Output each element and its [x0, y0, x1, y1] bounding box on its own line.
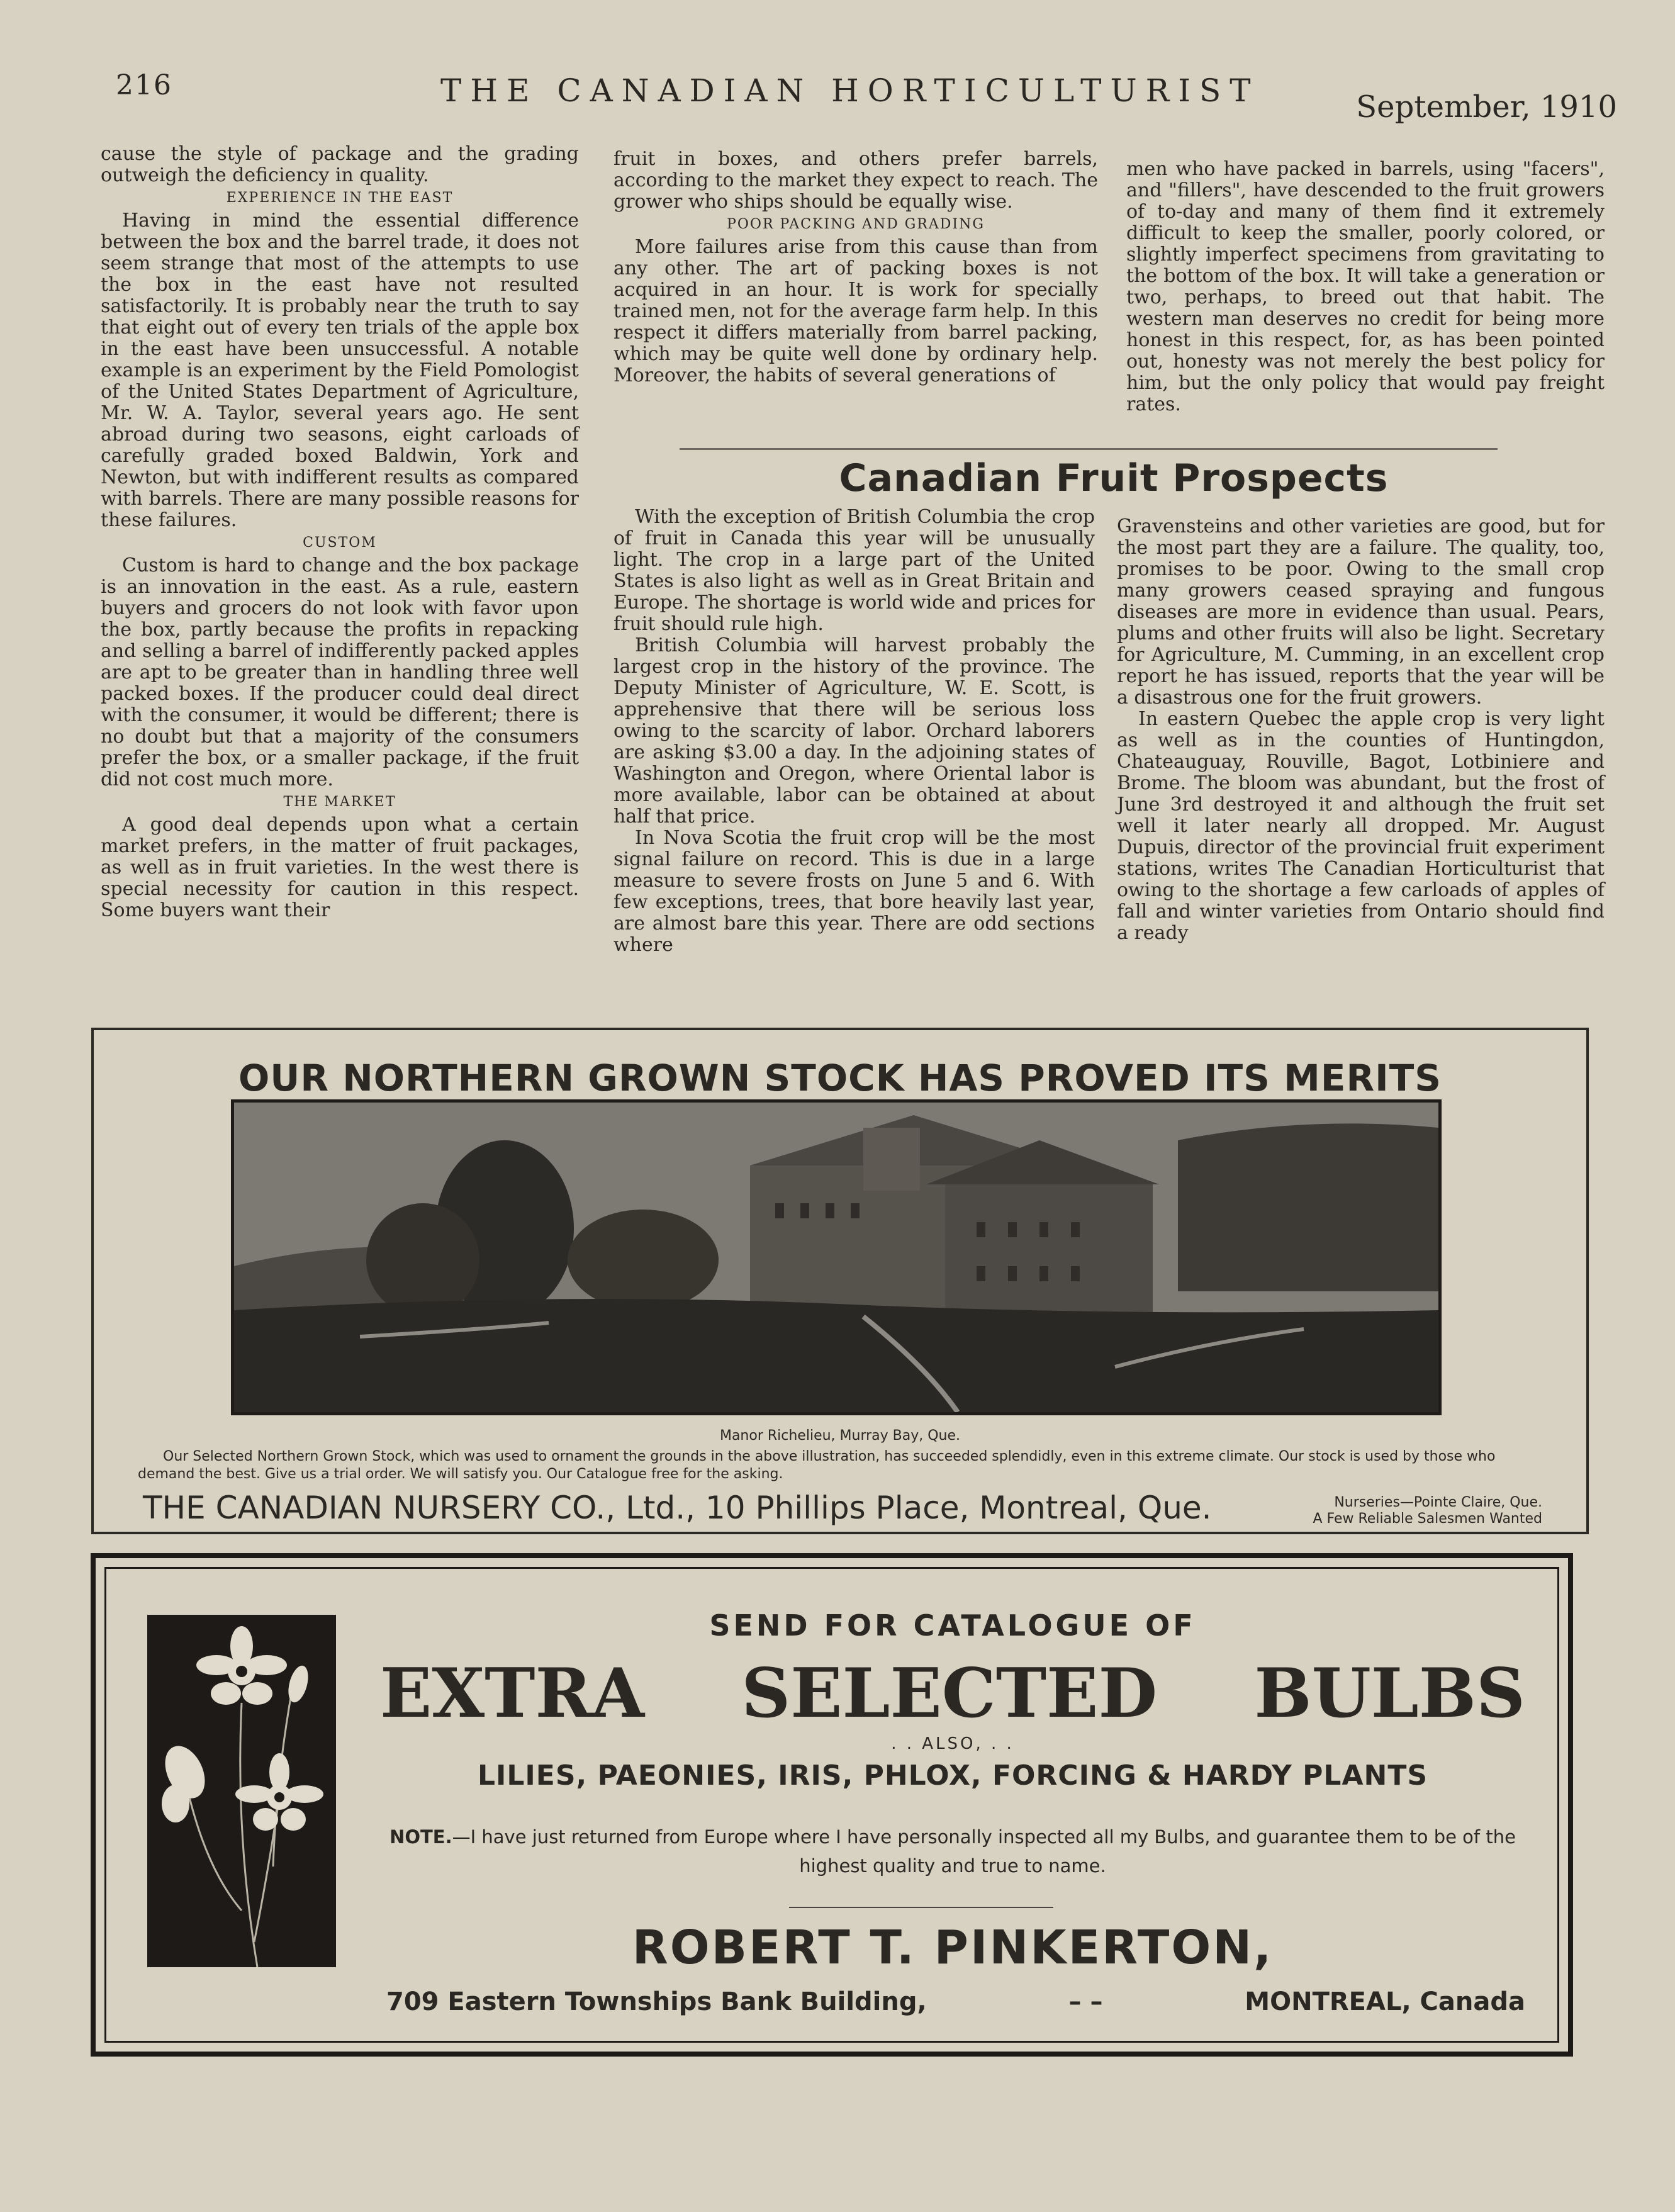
advertiser-address [386, 1987, 1525, 2016]
column-middle-top [613, 149, 1098, 386]
headline-word: EXTRA [380, 1654, 645, 1733]
paragraph: In Nova Scotia the fruit crop will be the most signal failure on record. This is due in a large measure to severe frosts on June 5 and 6. With few exceptions, trees, that bore heavily last year, are almost bare this year. There are odd sections where [613, 827, 1095, 956]
subheading-custom: CUSTOM [303, 535, 377, 551]
paragraph: British Columbia will harvest probably the largest crop in the history of the province. The Deputy Minister of Agriculture, W. E. Scott, is apprehensive that there will be serious loss owing to the scarcity of labor. Orchard laborers are asking $3.00 a day. In the adjoining states of Washington and Oregon, where Oriental labor is more available, labor can be obtained at about half that price. [613, 634, 1095, 828]
nursery-advertisement [91, 1028, 1589, 1534]
subheading-poor-packing: POOR PACKING AND GRADING [727, 216, 985, 232]
address-city: MONTREAL, Canada [1245, 1987, 1525, 2016]
nurseries-line: Nurseries—Pointe Claire, Que. [1334, 1495, 1542, 1510]
subheading-experience: EXPERIENCE IN THE EAST [226, 190, 454, 206]
photo-caption: Manor Richelieu, Murray Bay, Que. [719, 1428, 961, 1444]
column-right-top [1126, 159, 1605, 415]
address-building: 709 Eastern Townships Bank Building, [386, 1987, 927, 2016]
page-number: 216 [116, 69, 172, 101]
article-title: Canadian Fruit Prospects [839, 456, 1389, 500]
paragraph: With the exception of British Columbia the crop of fruit in Canada this year will be unusually light. The crop in a large part of the United States is also light as well as in Great Britain and Europe. The shortage is world wide and prices for fruit should rule high. [613, 506, 1095, 635]
paragraph: fruit in boxes, and others prefer barrels, according to the market they expect to reach. The grower who ships should be equally wise. [613, 148, 1098, 213]
company-address: THE CANADIAN NURSERY CO., Ltd., 10 Phillips Place, Montreal, Que. [143, 1490, 1212, 1526]
paragraph: In eastern Quebec the apple crop is very light as well as in the counties of Huntingdon, Chateauguay, Rouville, Bagot, Lotbiniere and Brome. The bloom was abundant, but the frost of June 3rd destroyed it and although the fruit set well it later nearly all dropped. Mr. August Dupuis, director of the provincial fruit experiment stations, writes The Canadian Horticulturist that owing to the shortage a few carloads of apples of fall and winter varieties from Ontario should find a ready [1117, 708, 1605, 944]
ad-body-text: Our Selected Northern Grown Stock, which was used to ornament the grounds in the above illustration, has succeeded splendidly, even in this extreme climate. Our stock is used by those who demand the best. Give us a trial order. We will satisfy you. Our Catalogue free for the asking. [138, 1449, 1496, 1482]
bulbs-advertisement [91, 1553, 1573, 2057]
headline-word: BULBS [1254, 1654, 1525, 1733]
column-left [101, 143, 579, 921]
paragraph: Gravensteins and other varieties are good, but for the most part they are a failure. The quality, too, promises to be poor. Owing to the small crop many growers ceased spraying and fungous diseases are more in evidence than usual. Pears, plums and other fruits will also be light. Secretary for Agriculture, M. Cumming, in an excellent crop report he has issued, reports that the year will be a disastrous one for the fruit growers. [1117, 515, 1605, 709]
manor-photo-illustration [234, 1103, 1438, 1412]
paragraph: More failures arise from this cause than from any other. The art of packing boxes is not acquired in an hour. It is work for specially trained men, not for the average farm help. In this respect it differs materially from barrel packing, which may be quite well done by ordinary help. Moreover, the habits of several generations of [613, 236, 1098, 386]
divider [789, 1907, 1053, 1908]
also-line: . . ALSO, . . [891, 1734, 1014, 1753]
paragraph: Custom is hard to change and the box package is an innovation in the east. As a rule, eastern buyers and grocers do not look with favor upon the box, partly because the profits in repacking and selling a barrel of indifferently packed apples are apt to be greater than in handling three well packed boxes. If the producer could deal direct with the consumer, it would be different; there is no doubt but that a majority of the consumers prefer the box, or a smaller package, if the fruit did not cost much more. [101, 554, 579, 790]
catalogue-heading: SEND FOR CATALOGUE OF [709, 1608, 1196, 1642]
daffodil-illustration [147, 1615, 336, 1967]
advertiser-name: ROBERT T. PINKERTON, [632, 1921, 1274, 1975]
note-text [386, 1822, 1519, 1880]
plants-list: LILIES, PAEONIES, IRIS, PHLOX, FORCING & HARDY PLANTS [477, 1760, 1428, 1792]
note-body: —I have just returned from Europe where I have personally inspected all my Bulbs, and guarantee them to be of the highest quality and true to name. [452, 1826, 1516, 1877]
daffodil-icon [147, 1615, 336, 1967]
bulbs-headline [380, 1654, 1525, 1733]
nursery-location [1313, 1495, 1542, 1527]
article-column-right [1117, 516, 1605, 944]
journal-title: THE CANADIAN HORTICULTURIST [440, 72, 1260, 109]
paragraph: A good deal depends upon what a certain market prefers, in the matter of fruit packages, as well as in fruit varieties. In the west there is special necessity for caution in this respect. Some buyers want their [101, 814, 579, 921]
paragraph: cause the style of package and the grading outweigh the deficiency in quality. [101, 143, 579, 186]
ad-headline: OUR NORTHERN GROWN STOCK HAS PROVED ITS MERITS [238, 1057, 1442, 1099]
issue-date: September, 1910 [1356, 89, 1617, 125]
salesmen-wanted: A Few Reliable Salesmen Wanted [1313, 1511, 1542, 1527]
subheading-market: THE MARKET [283, 794, 396, 810]
headline-word: SELECTED [741, 1654, 1158, 1733]
manor-photograph [231, 1099, 1442, 1415]
address-dash: – – [1068, 1987, 1103, 2016]
section-divider [680, 448, 1498, 450]
article-column-middle [613, 507, 1095, 956]
note-label: NOTE. [389, 1826, 452, 1848]
paragraph: men who have packed in barrels, using "facers", and "fillers", have descended to the fruit growers of to-day and many of them find it extremely difficult to keep the smaller, poorly colored, or slightly imperfect specimens from gravitating to the bottom of the box. It will take a generation or two, perhaps, to breed out that habit. The western man deserves no credit for being more honest in this respect, for, as has been pointed out, honesty was not merely the best policy for him, but the only policy that would pay freight rates. [1126, 158, 1605, 415]
paragraph: Having in mind the essential difference between the box and the barrel trade, it does not seem strange that most of the attempts to use the box in the east have not resulted satisfactorily. It is probably near the truth to say that eight out of every ten trials of the apple box in the east have been unsuccessful. A notable example is an experiment by the Field Pomologist of the United States Department of Agriculture, Mr. W. A. Taylor, several years ago. He sent abroad during two seasons, eight carloads of carefully graded boxed Baldwin, York and Newton, but with indifferent results as compared with barrels. There are many possible reasons for these failures. [101, 210, 579, 531]
